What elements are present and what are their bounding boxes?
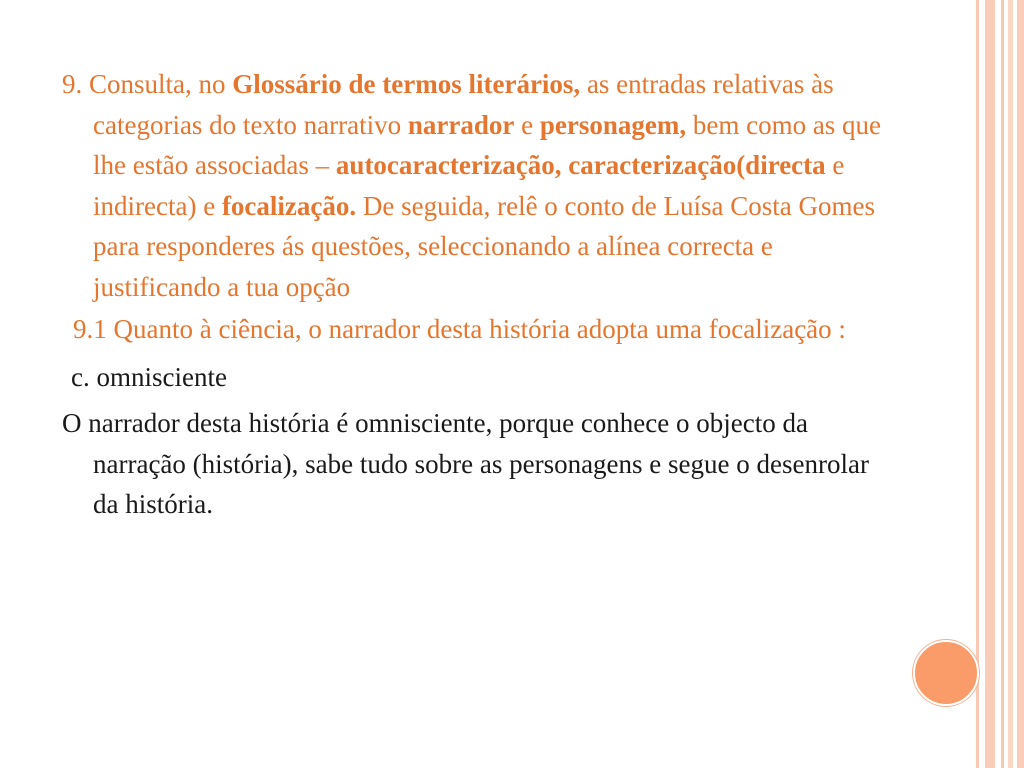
decor-stripe — [985, 0, 995, 768]
q9-text: e — [514, 109, 540, 140]
q9-bold-narrador: narrador — [407, 109, 515, 140]
q9-text: 9. Consulta, no — [62, 69, 233, 99]
q9-bold-glossario: Glossário de termos literários, — [232, 69, 581, 99]
slide-content — [62, 64, 882, 525]
decor-stripe — [976, 0, 979, 768]
q9-text: e indirecta) e — [93, 150, 845, 221]
question-9 — [62, 64, 882, 307]
answer-option: c. omnisciente — [71, 361, 227, 392]
q9-bold-personagem: personagem, — [539, 109, 687, 140]
decor-stripe — [1008, 0, 1013, 768]
q9-text: bem como as que lhe estão associadas – — [93, 109, 882, 180]
decor-stripe — [1001, 0, 1004, 768]
q9-text: De seguida, relê o conto de Luísa Costa Gomes para responderes ás questões, seleccionando a alínea correcta e justificando a tua opção — [93, 190, 876, 302]
q9-bold-focalizacao: focalização. — [221, 190, 357, 221]
q9-text: as entradas relativas às categorias do texto narrativo — [93, 69, 834, 140]
answer-justification: O narrador desta história é omnisciente, porque conhece o objecto da narração (história), sabe tudo sobre as personagens e segue o desenrolar da história. — [62, 408, 869, 519]
q9-bold-caracterizacao: autocaracterização, caracterização(directa — [335, 150, 826, 180]
decor-stripe — [1017, 0, 1024, 768]
question-9-1: 9.1 Quanto à ciência, o narrador desta história adopta uma focalização : — [73, 314, 846, 344]
decor-circle — [913, 640, 979, 706]
